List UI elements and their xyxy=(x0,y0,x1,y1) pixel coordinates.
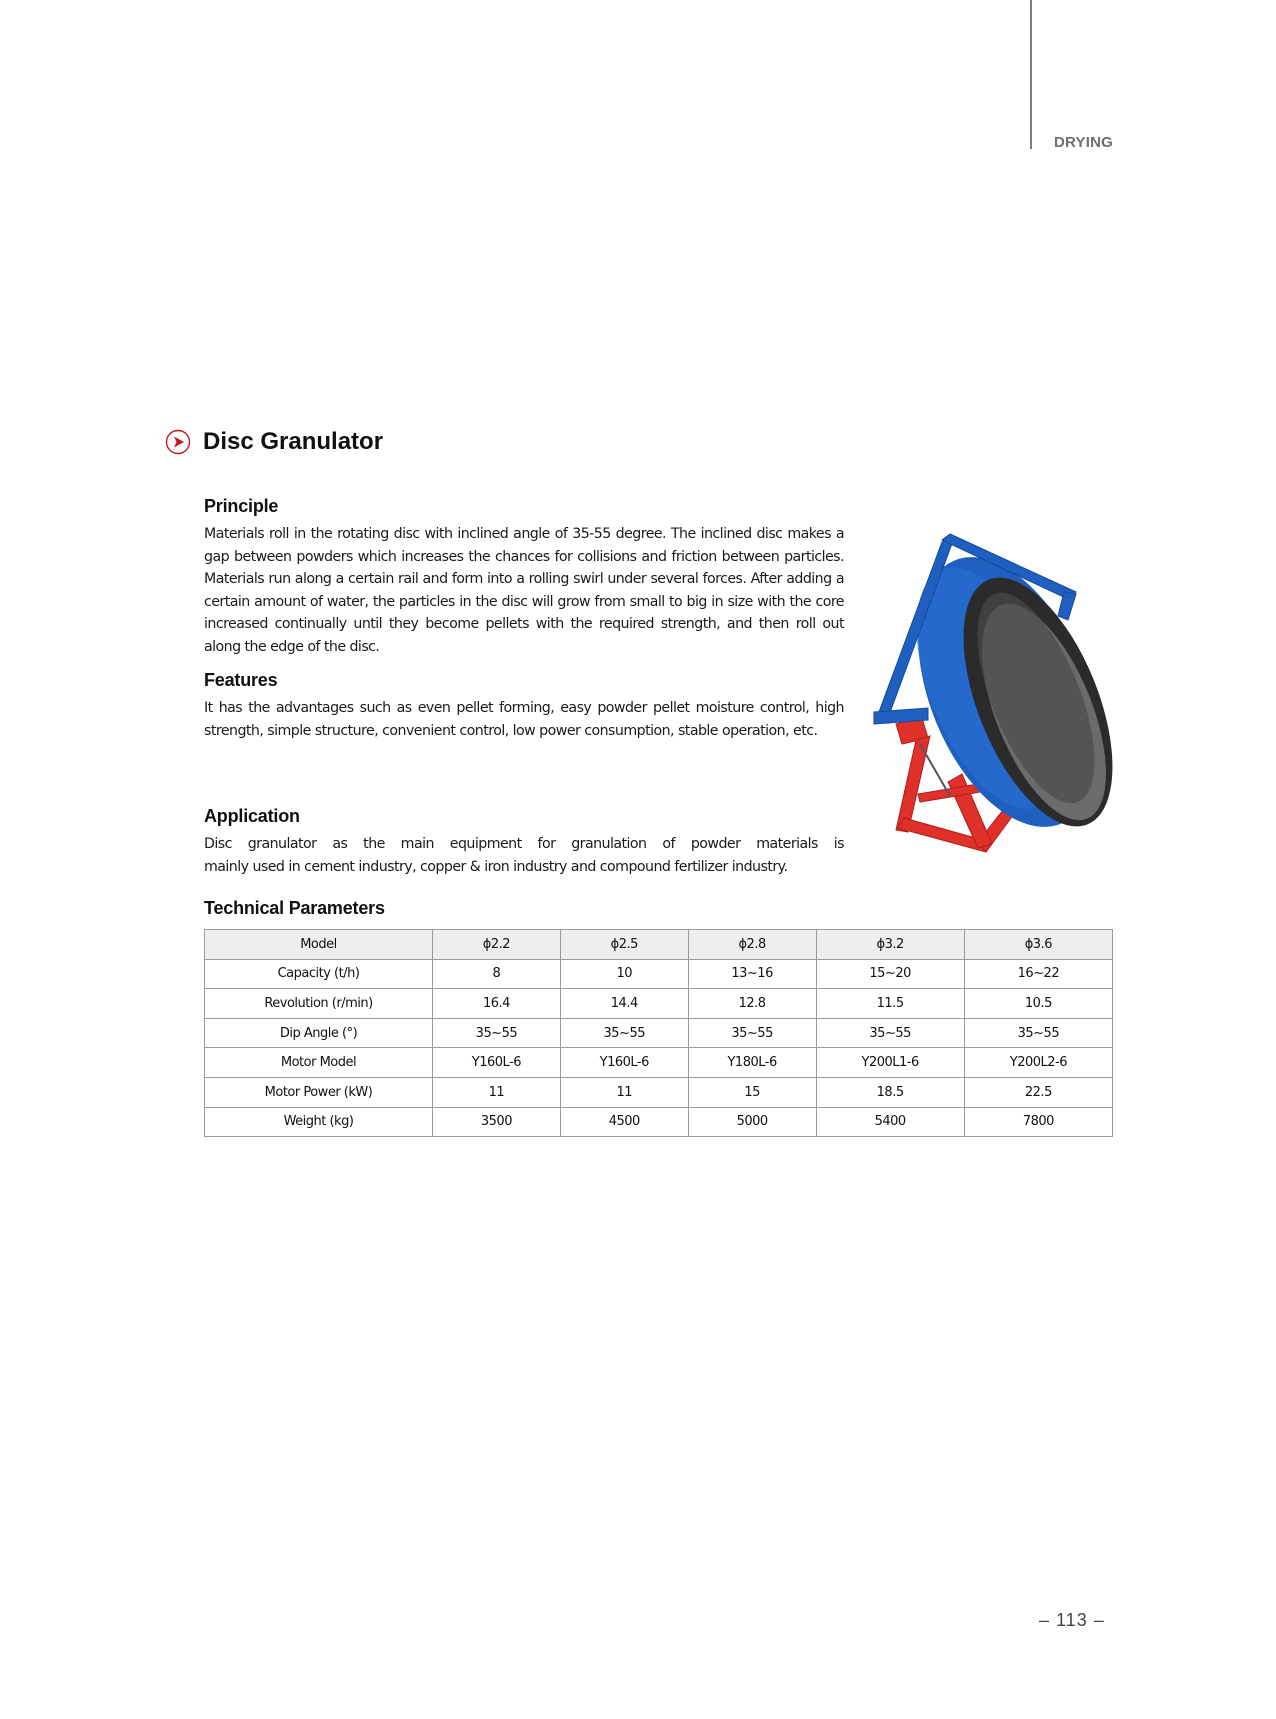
table-cell: 11.5 xyxy=(816,989,964,1019)
features-section xyxy=(204,670,844,742)
application-heading: Application xyxy=(204,806,300,826)
table-cell: 11 xyxy=(433,1077,561,1107)
table-row-label: Motor Model xyxy=(205,1048,433,1078)
table-cell: 14.4 xyxy=(560,989,688,1019)
body-content xyxy=(204,496,844,754)
table-row-label: Capacity (t/h) xyxy=(205,959,433,989)
table-cell: 35~55 xyxy=(560,1018,688,1048)
table-header-row xyxy=(205,930,1113,960)
table-cell: 10.5 xyxy=(964,989,1112,1019)
table-cell: 15~20 xyxy=(816,959,964,989)
table-cell: 11 xyxy=(560,1077,688,1107)
application-text-line1: Disc granulator as the main equipment for granulation of powder materials is xyxy=(204,836,844,852)
page-title: Disc Granulator xyxy=(203,428,384,455)
table-row xyxy=(205,1077,1113,1107)
title-row xyxy=(165,428,383,456)
technical-parameters-heading: Technical Parameters xyxy=(204,898,385,918)
principle-section xyxy=(204,496,844,658)
table-cell: 10 xyxy=(560,959,688,989)
table-cell: 5400 xyxy=(816,1107,964,1137)
table-cell: Y160L-6 xyxy=(560,1048,688,1078)
table-header-cell: Model xyxy=(205,930,433,960)
table-cell: 3500 xyxy=(433,1107,561,1137)
table-row xyxy=(205,1018,1113,1048)
table-cell: 35~55 xyxy=(964,1018,1112,1048)
table-cell: 35~55 xyxy=(433,1018,561,1048)
table-cell: Y180L-6 xyxy=(688,1048,816,1078)
table-row-label: Revolution (r/min) xyxy=(205,989,433,1019)
table-header-cell: ϕ2.8 xyxy=(688,930,816,960)
table-row xyxy=(205,1048,1113,1078)
application-section xyxy=(204,806,904,878)
table-header-cell: ϕ3.6 xyxy=(964,930,1112,960)
table-cell: 4500 xyxy=(560,1107,688,1137)
table-row xyxy=(205,989,1113,1019)
technical-parameters-table xyxy=(204,929,1113,1137)
features-text: It has the advantages such as even pellet forming, easy powder pellet moisture control, high strength, simple structure, convenient control, low power consumption, stable operation, etc. xyxy=(204,700,844,739)
features-heading: Features xyxy=(204,670,278,690)
principle-text: Materials roll in the rotating disc with inclined angle of 35-55 degree. The inclined disc makes a gap between powders which increases the chances for collisions and friction between particles. Materials run along a certain rail and form into a rolling swirl under several forces. After adding a certain amount of water, the particles in the disc will grow from small to big in size with the core increased continually until they become pellets with the required strength, and then roll out along the edge of the disc. xyxy=(204,526,844,655)
table-row xyxy=(205,1107,1113,1137)
table-header-cell: ϕ2.5 xyxy=(560,930,688,960)
table-cell: 16~22 xyxy=(964,959,1112,989)
disc-granulator-image xyxy=(858,512,1116,862)
table-cell: 18.5 xyxy=(816,1077,964,1107)
table-cell: 5000 xyxy=(688,1107,816,1137)
application-text-line2: mainly used in cement industry, copper & iron industry and compound fertilizer industry. xyxy=(204,858,788,875)
table-cell: 15 xyxy=(688,1077,816,1107)
section-tag: DRYING xyxy=(1054,134,1113,151)
table-cell: 22.5 xyxy=(964,1077,1112,1107)
table-header-cell: ϕ3.2 xyxy=(816,930,964,960)
table-cell: 7800 xyxy=(964,1107,1112,1137)
play-circle-icon xyxy=(165,429,191,455)
table-cell: 8 xyxy=(433,959,561,989)
table-cell: 35~55 xyxy=(816,1018,964,1048)
table-header-cell: ϕ2.2 xyxy=(433,930,561,960)
table-row-label: Motor Power (kW) xyxy=(205,1077,433,1107)
table-cell: 13~16 xyxy=(688,959,816,989)
header-divider-line xyxy=(1030,0,1032,149)
table-row-label: Dip Angle (°) xyxy=(205,1018,433,1048)
table-cell: Y200L1-6 xyxy=(816,1048,964,1078)
table-cell: 16.4 xyxy=(433,989,561,1019)
table-cell: Y160L-6 xyxy=(433,1048,561,1078)
table-row-label: Weight (kg) xyxy=(205,1107,433,1137)
table-cell: 12.8 xyxy=(688,989,816,1019)
page-number: – 113 – xyxy=(1039,1610,1105,1630)
table-cell: 35~55 xyxy=(688,1018,816,1048)
principle-heading: Principle xyxy=(204,496,279,516)
table-cell: Y200L2-6 xyxy=(964,1048,1112,1078)
table-row xyxy=(205,959,1113,989)
